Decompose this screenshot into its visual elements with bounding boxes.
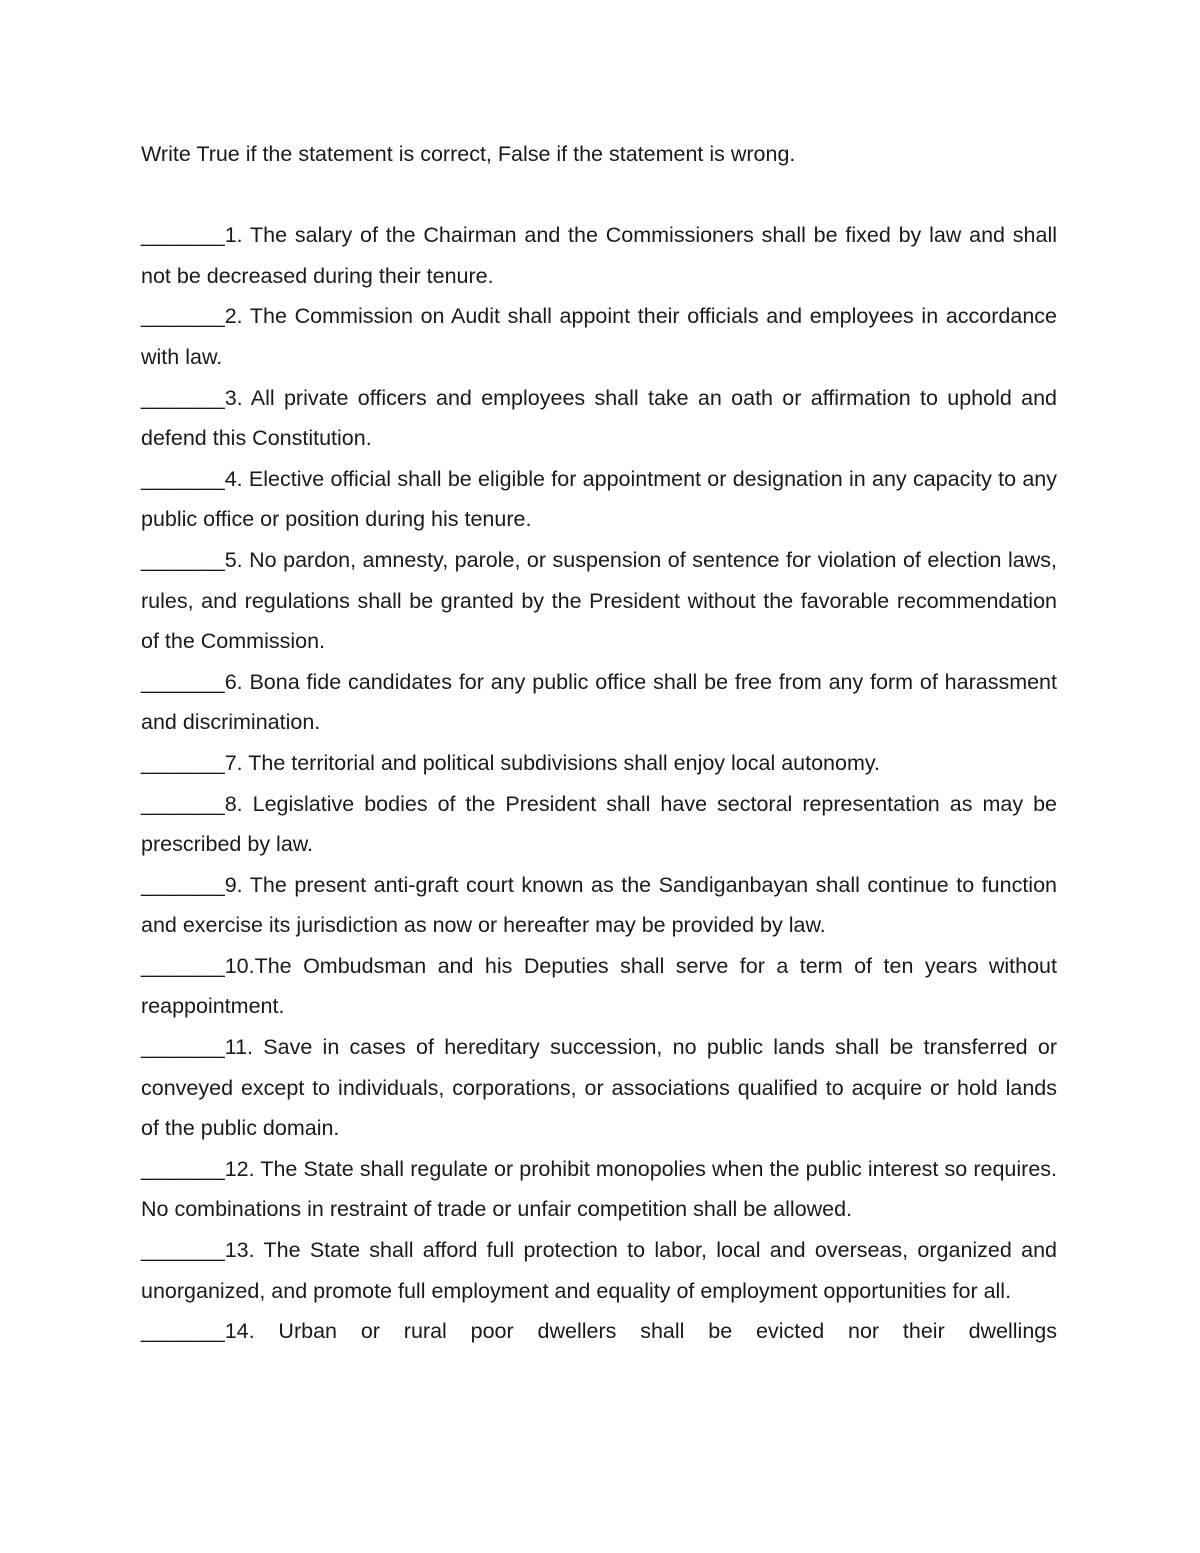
question-number: 4. — [224, 466, 243, 491]
answer-blank: _______ — [141, 1319, 225, 1344]
answer-blank: _______ — [141, 872, 225, 897]
question-text: The salary of the Chairman and the Commissioners shall be fixed by law and shall not be decreased during their tenure. — [141, 223, 1057, 288]
question-item — [141, 946, 1057, 1027]
question-item — [141, 1311, 1057, 1352]
question-number: 5. — [224, 547, 243, 572]
question-item — [141, 784, 1057, 865]
question-text: Urban or rural poor dwellers shall be evicted nor their dwellings — [254, 1319, 1057, 1344]
question-number: 14. — [224, 1319, 255, 1344]
question-text: The Ombudsman and his Deputies shall serve for a term of ten years without reappointment. — [141, 953, 1057, 1019]
answer-blank: _______ — [141, 385, 225, 410]
question-number: 9. — [224, 872, 243, 897]
question-number: 13. — [224, 1238, 255, 1263]
answer-blank: _______ — [141, 953, 225, 978]
question-text: The present anti-graft court known as the Sandiganbayan shall continue to function and exercise its jurisdiction as now or hereafter may be provided by law. — [141, 872, 1057, 938]
question-number: 2. — [224, 304, 243, 329]
instructions: Write True if the statement is correct, False if the statement is wrong. — [141, 142, 796, 166]
question-text: The Commission on Audit shall appoint their officials and employees in accordance with law. — [141, 304, 1057, 369]
question-number: 6. — [224, 669, 243, 694]
question-item — [141, 540, 1057, 662]
question-item — [141, 1027, 1057, 1149]
question-number: 10. — [224, 953, 255, 978]
question-item — [141, 1230, 1057, 1311]
question-text: The State shall regulate or prohibit monopolies when the public interest so requires. No combinations in restraint of trade or unfair competition shall be allowed. — [141, 1156, 1057, 1222]
answer-blank: _______ — [141, 1238, 225, 1263]
question-item — [141, 743, 1057, 784]
question-number: 8. — [224, 791, 243, 816]
question-item — [141, 378, 1057, 459]
question-number: 3. — [224, 385, 243, 410]
question-text: Save in cases of hereditary succession, no public lands shall be transferred or conveyed except to individuals, corporations, or associations qualified to acquire or hold lands of the public domain. — [141, 1035, 1057, 1141]
question-text: No pardon, amnesty, parole, or suspension of sentence for violation of election laws, rules, and regulations shall be granted by the President without the favorable recommendation of the Commission. — [141, 547, 1057, 654]
question-item — [141, 296, 1057, 377]
answer-blank: _______ — [141, 791, 225, 816]
answer-blank: _______ — [141, 547, 225, 572]
answer-blank: _______ — [141, 750, 225, 775]
question-text: The State shall afford full protection to labor, local and overseas, organized and unorganized, and promote full employment and equality of employment opportunities for all. — [141, 1238, 1057, 1303]
question-item — [141, 215, 1057, 296]
answer-blank: _______ — [141, 304, 225, 329]
question-item — [141, 459, 1057, 540]
answer-blank: _______ — [141, 466, 225, 491]
document-content — [141, 134, 1057, 1352]
question-number: 7. — [224, 750, 243, 775]
question-number: 1. — [224, 223, 243, 248]
question-item — [141, 1149, 1057, 1230]
question-number: 12. — [224, 1156, 255, 1181]
answer-blank: _______ — [141, 1156, 225, 1181]
answer-blank: _______ — [141, 1035, 225, 1060]
question-text: The territorial and political subdivisions shall enjoy local autonomy. — [242, 750, 881, 775]
question-item — [141, 662, 1057, 743]
question-text: Elective official shall be eligible for appointment or designation in any capacity to any public office or position during his tenure. — [141, 466, 1057, 532]
question-number: 11. — [224, 1035, 253, 1060]
question-item — [141, 865, 1057, 946]
question-text: Legislative bodies of the President shall have sectoral representation as may be prescribed by law. — [141, 791, 1057, 857]
question-text: Bona fide candidates for any public office shall be free from any form of harassment and discrimination. — [141, 669, 1057, 735]
question-text: All private officers and employees shall take an oath or affirmation to uphold and defend this Constitution. — [141, 385, 1057, 451]
answer-blank: _______ — [141, 223, 225, 248]
answer-blank: _______ — [141, 669, 225, 694]
